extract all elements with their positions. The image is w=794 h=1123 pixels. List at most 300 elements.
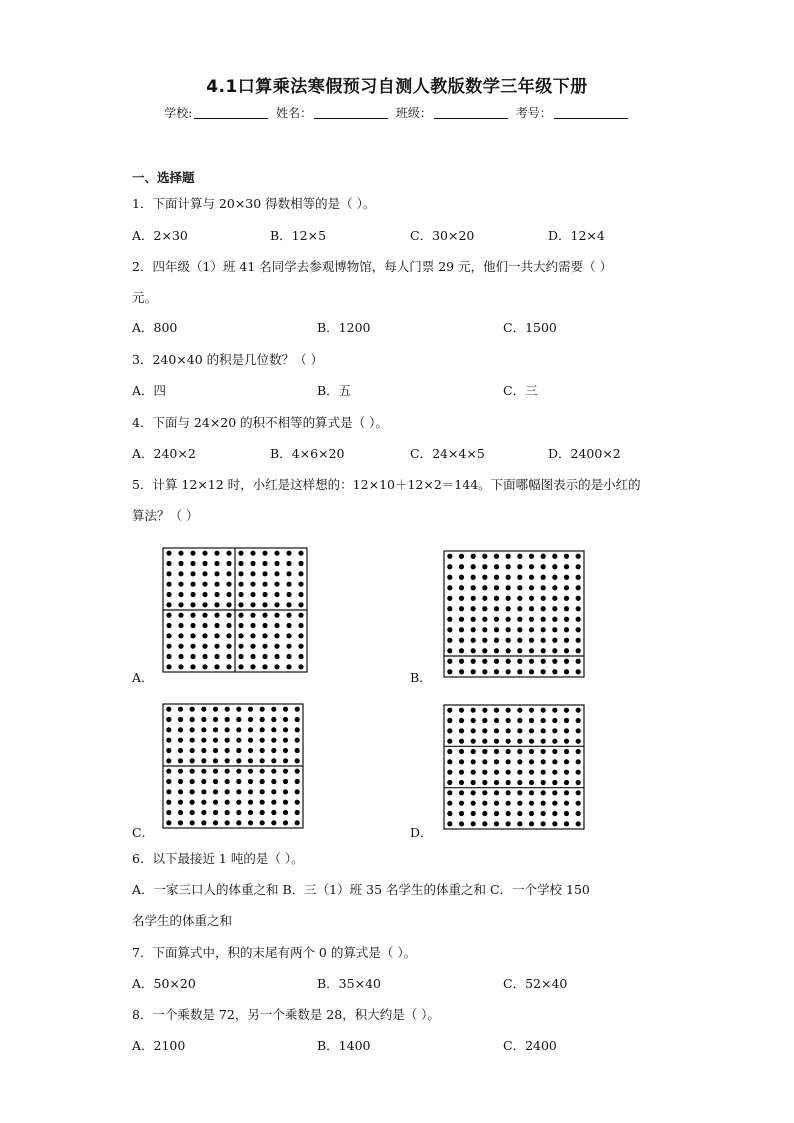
grid-dot <box>225 707 230 712</box>
grid-dot <box>529 821 534 826</box>
grid-dot <box>166 644 171 649</box>
grid-dot <box>576 596 581 601</box>
grid-dot <box>459 627 464 632</box>
grid-dot <box>517 564 522 569</box>
grid-dot <box>248 738 253 743</box>
grid-dot <box>226 551 231 556</box>
grid-dot <box>238 561 243 566</box>
grid-dot <box>517 638 522 643</box>
grid-dot <box>236 810 241 815</box>
grid-dot <box>202 654 207 659</box>
grid-dot <box>225 727 230 732</box>
grid-dot <box>529 790 534 795</box>
grid-dot <box>506 648 511 653</box>
grid-dot <box>541 606 546 611</box>
grid-dot <box>238 654 243 659</box>
grid-dot <box>238 602 243 607</box>
grid-dot <box>517 554 522 559</box>
grid-dot <box>471 638 476 643</box>
grid-dot <box>260 738 265 743</box>
q7-option-c[interactable]: C．52×40 <box>503 976 568 991</box>
grid-dot <box>529 638 534 643</box>
grid-dot <box>506 759 511 764</box>
grid-dot <box>552 801 557 806</box>
grid-dot <box>214 633 219 638</box>
grid-dot <box>225 769 230 774</box>
grid-dot <box>471 739 476 744</box>
grid-dot <box>271 820 276 825</box>
q2-option-b[interactable]: B．1200 <box>317 320 371 335</box>
grid-dot <box>213 758 218 763</box>
grid-dot <box>262 613 267 618</box>
grid-dot <box>236 800 241 805</box>
grid-dot <box>271 769 276 774</box>
grid-dot <box>166 571 171 576</box>
grid-dot <box>517 659 522 664</box>
grid-dot <box>529 596 534 601</box>
grid-dot <box>214 664 219 669</box>
grid-dot <box>541 790 546 795</box>
grid-dot <box>260 717 265 722</box>
grid-dot <box>517 821 522 826</box>
q4-option-a[interactable]: A．240×2 <box>132 446 196 461</box>
grid-dot <box>250 592 255 597</box>
grid-dot <box>250 602 255 607</box>
q5-option-d-label[interactable]: D． <box>410 825 433 840</box>
grid-dot <box>529 801 534 806</box>
grid-dot <box>202 664 207 669</box>
grid-dot <box>506 811 511 816</box>
q2-option-a[interactable]: A．800 <box>132 320 178 335</box>
grid-dot <box>298 592 303 597</box>
grid-dot <box>529 669 534 674</box>
grid-dot <box>178 789 183 794</box>
grid-dot <box>482 627 487 632</box>
grid-dot <box>248 769 253 774</box>
q3-option-c[interactable]: C．三 <box>503 383 538 398</box>
grid-dot <box>178 738 183 743</box>
grid-dot <box>482 718 487 723</box>
q2-option-c[interactable]: C．1500 <box>503 320 557 335</box>
grid-dot <box>459 790 464 795</box>
dot-grid-c[interactable] <box>162 703 304 829</box>
grid-dot <box>471 564 476 569</box>
grid-dot <box>506 821 511 826</box>
q5-option-a-label[interactable]: A． <box>132 670 154 685</box>
grid-dot <box>214 654 219 659</box>
grid-dot <box>202 644 207 649</box>
grid-dot <box>459 669 464 674</box>
grid-dot <box>529 739 534 744</box>
grid-dot <box>529 554 534 559</box>
q6-options-line2: 名学生的体重之和 <box>132 913 233 928</box>
grid-dot <box>250 582 255 587</box>
grid-dot <box>471 749 476 754</box>
q4-option-b[interactable]: B．4×6×20 <box>270 446 345 461</box>
grid-dot <box>286 654 291 659</box>
school-blank[interactable] <box>194 106 268 119</box>
grid-dot <box>190 633 195 638</box>
grid-dot <box>260 758 265 763</box>
grid-dot <box>447 811 452 816</box>
grid-dot <box>471 648 476 653</box>
grid-dot <box>459 596 464 601</box>
grid-dot <box>190 571 195 576</box>
grid-dot <box>283 717 288 722</box>
grid-dot <box>190 717 195 722</box>
question-5-line2: 算法？（ ） <box>132 508 199 523</box>
q1-option-b[interactable]: B．12×5 <box>270 228 327 243</box>
grid-dot <box>494 780 499 785</box>
grid-dot <box>295 820 300 825</box>
class-blank[interactable] <box>434 106 508 119</box>
grid-dot <box>190 779 195 784</box>
grid-dot <box>529 759 534 764</box>
grid-dot <box>178 551 183 556</box>
grid-dot <box>471 669 476 674</box>
grid-dot <box>295 738 300 743</box>
grid-dot <box>190 707 195 712</box>
grid-dot <box>564 606 569 611</box>
grid-dot <box>552 659 557 664</box>
grid-dot <box>226 571 231 576</box>
grid-dot <box>202 633 207 638</box>
q8-option-b[interactable]: B．1400 <box>317 1038 371 1053</box>
q3-option-b[interactable]: B．五 <box>317 383 352 398</box>
grid-dot <box>166 769 171 774</box>
grid-dot <box>274 582 279 587</box>
grid-dot <box>506 728 511 733</box>
grid-dot <box>286 551 291 556</box>
grid-dot <box>213 820 218 825</box>
grid-dot <box>250 654 255 659</box>
grid-dot <box>494 627 499 632</box>
grid-dot <box>250 551 255 556</box>
q4-option-d[interactable]: D．2400×2 <box>548 446 621 461</box>
grid-dot <box>471 596 476 601</box>
grid-dot <box>166 810 171 815</box>
grid-dot <box>213 727 218 732</box>
grid-dot <box>202 602 207 607</box>
grid-dot <box>262 561 267 566</box>
grid-dot <box>250 644 255 649</box>
grid-dot <box>459 728 464 733</box>
grid-dot <box>271 727 276 732</box>
grid-dot <box>506 718 511 723</box>
grid-dot <box>283 769 288 774</box>
q5-option-b-label[interactable]: B． <box>410 670 432 685</box>
grid-dot <box>564 627 569 632</box>
grid-dot <box>564 638 569 643</box>
grid-dot <box>541 718 546 723</box>
q7-option-a[interactable]: A．50×20 <box>132 976 196 991</box>
grid-dot <box>447 749 452 754</box>
grid-dot <box>529 728 534 733</box>
grid-dot <box>274 654 279 659</box>
grid-dot <box>517 627 522 632</box>
grid-dot <box>471 759 476 764</box>
grid-dot <box>190 654 195 659</box>
q5-option-c-label[interactable]: C． <box>132 825 155 840</box>
grid-dot <box>552 718 557 723</box>
grid-dot <box>178 717 183 722</box>
grid-dot <box>482 749 487 754</box>
grid-dot <box>178 602 183 607</box>
grid-dot <box>236 707 241 712</box>
grid-dot <box>298 633 303 638</box>
grid-dot <box>529 749 534 754</box>
q1-option-d[interactable]: D．12×4 <box>548 228 605 243</box>
grid-dot <box>271 707 276 712</box>
grid-dot <box>459 659 464 664</box>
grid-dot <box>226 613 231 618</box>
grid-dot <box>260 820 265 825</box>
grid-dot <box>541 749 546 754</box>
grid-dot <box>459 749 464 754</box>
q7-option-b[interactable]: B．35×40 <box>317 976 381 991</box>
grid-dot <box>178 810 183 815</box>
grid-dot <box>178 644 183 649</box>
grid-dot <box>248 800 253 805</box>
grid-dot <box>236 738 241 743</box>
grid-dot <box>576 790 581 795</box>
grid-dot <box>236 820 241 825</box>
grid-dot <box>576 617 581 622</box>
grid-dot <box>506 659 511 664</box>
grid-dot <box>576 648 581 653</box>
question-8: 8．一个乘数是 72，另一个乘数是 28，积大约是（ ）。 <box>132 1007 440 1022</box>
grid-dot <box>482 596 487 601</box>
grid-dot <box>201 779 206 784</box>
name-blank[interactable] <box>314 106 388 119</box>
grid-dot <box>506 564 511 569</box>
grid-dot <box>541 669 546 674</box>
grid-dot <box>482 617 487 622</box>
grid-dot <box>178 623 183 628</box>
grid-dot <box>236 758 241 763</box>
grid-dot <box>506 749 511 754</box>
grid-dot <box>529 606 534 611</box>
grid-dot <box>283 810 288 815</box>
grid-dot <box>274 602 279 607</box>
grid-dot <box>494 728 499 733</box>
grid-dot <box>529 708 534 713</box>
grid-dot <box>564 708 569 713</box>
grid-dot <box>506 638 511 643</box>
dot-grid-b[interactable] <box>443 550 585 678</box>
grid-dot <box>190 800 195 805</box>
grid-dot <box>283 748 288 753</box>
grid-dot <box>517 759 522 764</box>
grid-dot <box>190 789 195 794</box>
grid-dot <box>286 623 291 628</box>
grid-dot <box>517 790 522 795</box>
grid-dot <box>190 738 195 743</box>
grid-dot <box>201 789 206 794</box>
number-blank[interactable] <box>554 106 628 119</box>
grid-dot <box>564 669 569 674</box>
grid-dot <box>517 801 522 806</box>
grid-dot <box>541 648 546 653</box>
grid-dot <box>541 659 546 664</box>
q4-option-c[interactable]: C．24×4×5 <box>410 446 485 461</box>
grid-dot <box>517 606 522 611</box>
grid-dot <box>226 561 231 566</box>
grid-dot <box>271 748 276 753</box>
grid-dot <box>471 617 476 622</box>
grid-dot <box>250 613 255 618</box>
grid-dot <box>552 648 557 653</box>
grid-dot <box>274 664 279 669</box>
grid-dot <box>552 585 557 590</box>
grid-dot <box>295 769 300 774</box>
grid-dot <box>298 654 303 659</box>
grid-dot <box>552 627 557 632</box>
grid-dot <box>447 564 452 569</box>
grid-dot <box>166 779 171 784</box>
grid-dot <box>166 738 171 743</box>
grid-dot <box>459 638 464 643</box>
section-heading: 一、选择题 <box>132 170 195 185</box>
question-2-line2: 元。 <box>132 290 158 305</box>
grid-border <box>444 705 584 829</box>
grid-dot <box>283 820 288 825</box>
q1-option-c[interactable]: C．30×20 <box>410 228 475 243</box>
grid-dot <box>494 708 499 713</box>
grid-dot <box>494 638 499 643</box>
grid-dot <box>529 564 534 569</box>
grid-dot <box>471 575 476 580</box>
grid-dot <box>447 575 452 580</box>
grid-dot <box>529 811 534 816</box>
grid-dot <box>190 602 195 607</box>
grid-dot <box>166 820 171 825</box>
grid-dot <box>576 554 581 559</box>
grid-dot <box>517 708 522 713</box>
grid-dot <box>166 551 171 556</box>
grid-dot <box>248 779 253 784</box>
grid-dot <box>298 613 303 618</box>
grid-dot <box>564 739 569 744</box>
grid-dot <box>447 770 452 775</box>
grid-dot <box>564 801 569 806</box>
grid-dot <box>236 717 241 722</box>
grid-dot <box>166 633 171 638</box>
grid-dot <box>459 564 464 569</box>
grid-dot <box>447 708 452 713</box>
q6-options-line1[interactable]: A．一家三口人的体重之和 B．三（1）班 35 名学生的体重之和 C．一个学校 150 <box>132 882 590 897</box>
grid-dot <box>213 738 218 743</box>
grid-dot <box>541 575 546 580</box>
grid-dot <box>482 811 487 816</box>
grid-dot <box>286 613 291 618</box>
grid-dot <box>576 728 581 733</box>
grid-dot <box>283 789 288 794</box>
grid-dot <box>506 708 511 713</box>
grid-dot <box>506 790 511 795</box>
grid-dot <box>213 779 218 784</box>
grid-dot <box>506 596 511 601</box>
grid-dot <box>295 800 300 805</box>
grid-dot <box>250 571 255 576</box>
grid-dot <box>447 739 452 744</box>
grid-dot <box>494 739 499 744</box>
grid-dot <box>236 779 241 784</box>
grid-dot <box>178 820 183 825</box>
grid-dot <box>576 575 581 580</box>
grid-dot <box>576 749 581 754</box>
grid-dot <box>236 789 241 794</box>
grid-dot <box>482 708 487 713</box>
grid-dot <box>178 769 183 774</box>
q1-option-a[interactable]: A．2×30 <box>132 228 188 243</box>
grid-dot <box>541 770 546 775</box>
grid-dot <box>506 575 511 580</box>
grid-dot <box>178 582 183 587</box>
grid-dot <box>564 648 569 653</box>
grid-dot <box>214 592 219 597</box>
grid-dot <box>226 654 231 659</box>
grid-dot <box>190 748 195 753</box>
class-label: 班级： <box>395 106 432 120</box>
grid-dot <box>564 821 569 826</box>
grid-dot <box>214 602 219 607</box>
q8-option-c[interactable]: C．2400 <box>503 1038 557 1053</box>
grid-dot <box>295 758 300 763</box>
grid-dot <box>552 739 557 744</box>
grid-dot <box>166 561 171 566</box>
grid-dot <box>494 669 499 674</box>
grid-dot <box>459 718 464 723</box>
grid-dot <box>236 748 241 753</box>
grid-dot <box>459 708 464 713</box>
grid-dot <box>295 810 300 815</box>
grid-dot <box>190 820 195 825</box>
grid-dot <box>471 554 476 559</box>
dot-grid-a[interactable] <box>162 547 308 673</box>
grid-dot <box>564 617 569 622</box>
grid-dot <box>564 585 569 590</box>
grid-dot <box>541 801 546 806</box>
grid-dot <box>471 585 476 590</box>
grid-dot <box>190 810 195 815</box>
grid-dot <box>225 789 230 794</box>
grid-dot <box>178 613 183 618</box>
grid-dot <box>447 606 452 611</box>
q8-option-a[interactable]: A．2100 <box>132 1038 186 1053</box>
school-label: 学校: <box>164 106 193 120</box>
grid-dot <box>529 718 534 723</box>
grid-dot <box>248 748 253 753</box>
grid-dot <box>447 638 452 643</box>
grid-dot <box>576 718 581 723</box>
question-6: 6．以下最接近 1 吨的是（ ）。 <box>132 851 304 866</box>
grid-dot <box>274 633 279 638</box>
grid-dot <box>190 551 195 556</box>
grid-dot <box>506 770 511 775</box>
grid-dot <box>271 779 276 784</box>
q3-option-a[interactable]: A．四 <box>132 383 167 398</box>
grid-dot <box>226 582 231 587</box>
grid-dot <box>260 810 265 815</box>
grid-dot <box>552 638 557 643</box>
grid-dot <box>576 564 581 569</box>
grid-dot <box>447 821 452 826</box>
dot-grid-d[interactable] <box>443 704 585 830</box>
grid-dot <box>564 790 569 795</box>
grid-dot <box>283 738 288 743</box>
grid-dot <box>564 554 569 559</box>
